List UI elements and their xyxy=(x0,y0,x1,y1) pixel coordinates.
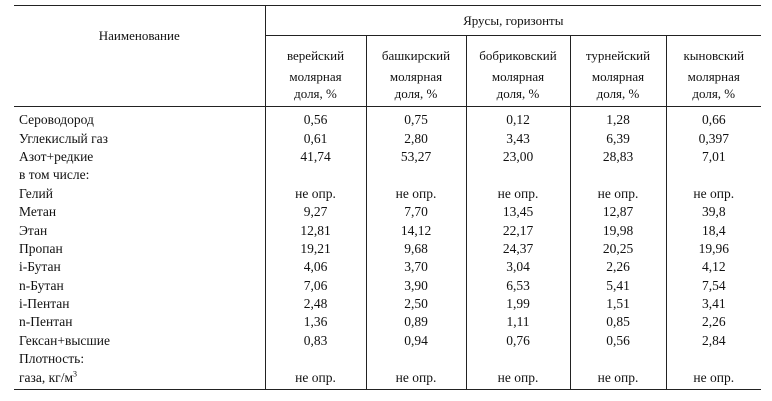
table-cell: 19,98 xyxy=(570,221,666,239)
horizon-kynovsky: кыновский xyxy=(666,36,761,67)
table-cell: не опр. xyxy=(466,368,570,389)
unit-line-1: молярная xyxy=(289,69,342,84)
table-cell: 4,12 xyxy=(701,259,726,275)
table-cell xyxy=(366,350,466,368)
table-cell: 0,12 xyxy=(466,107,570,130)
table-cell: 2,80 xyxy=(366,129,466,147)
table-cell: 0,66 xyxy=(701,112,726,128)
table-cell: не опр. xyxy=(265,185,366,203)
table-cell: 23,00 xyxy=(466,148,570,166)
table-row-density xyxy=(14,368,761,389)
horizon-bobrikovsky: бобриковский xyxy=(466,36,570,67)
row-name: Пропан xyxy=(14,240,265,258)
table-cell: 18,4 xyxy=(701,222,726,238)
table-cell: 4,06 xyxy=(265,258,366,276)
unit-line-2: доля, % xyxy=(692,86,736,101)
table-cell: 12,87 xyxy=(570,203,666,221)
table-cell: 1,99 xyxy=(466,295,570,313)
table-cell: 3,90 xyxy=(366,277,466,295)
table-cell: 3,70 xyxy=(366,258,466,276)
table-cell: 1,51 xyxy=(570,295,666,313)
table-row xyxy=(14,203,761,221)
density-unit-exponent: 3 xyxy=(73,369,77,379)
table-row xyxy=(14,107,761,130)
unit-line-1: молярная xyxy=(389,69,443,84)
gas-composition-table xyxy=(14,5,761,390)
row-name: Этан xyxy=(14,221,265,239)
row-name: i-Бутан xyxy=(14,258,265,276)
table-cell: не опр. xyxy=(466,185,570,203)
table-cell: не опр. xyxy=(570,185,666,203)
table-cell xyxy=(466,166,570,184)
unit-label xyxy=(570,66,666,107)
table-cell: 20,25 xyxy=(570,240,666,258)
unit-line-1: молярная xyxy=(687,69,740,84)
table-cell: 3,41 xyxy=(701,296,726,312)
table-row xyxy=(14,185,761,203)
table-cell: 3,43 xyxy=(466,129,570,147)
table-cell: 0,94 xyxy=(366,332,466,350)
row-name: Углекислый газ xyxy=(14,129,265,147)
table-cell: 0,397 xyxy=(698,130,729,146)
table-cell: 28,83 xyxy=(570,148,666,166)
table-cell: 7,01 xyxy=(701,148,726,164)
table-cell: 13,45 xyxy=(466,203,570,221)
table-cell: 0,85 xyxy=(570,313,666,331)
row-name: n-Пентан xyxy=(14,313,265,331)
table-cell: 1,36 xyxy=(265,313,366,331)
table-cell: 24,37 xyxy=(466,240,570,258)
row-name: Азот+редкие xyxy=(14,148,265,166)
unit-label xyxy=(366,66,466,107)
table-cell: 2,26 xyxy=(701,314,726,330)
unit-line-1: молярная xyxy=(491,69,545,84)
table-cell: 7,06 xyxy=(265,277,366,295)
table-body xyxy=(14,107,761,369)
table-cell xyxy=(570,166,666,184)
density-label: газа, кг/м xyxy=(19,369,73,385)
unit-line-1: молярная xyxy=(591,69,645,84)
table-cell: 53,27 xyxy=(366,148,466,166)
table-cell: 0,56 xyxy=(570,332,666,350)
table-cell: 39,8 xyxy=(701,204,726,220)
table-cell: 19,21 xyxy=(265,240,366,258)
table-cell: не опр. xyxy=(366,368,466,389)
unit-line-2: доля, % xyxy=(394,86,438,101)
table-cell: 0,89 xyxy=(366,313,466,331)
horizon-turneisky: турнейский xyxy=(570,36,666,67)
table-row xyxy=(14,277,761,295)
unit-line-2: доля, % xyxy=(596,86,640,101)
row-name-density xyxy=(14,368,265,389)
table-row xyxy=(14,350,761,368)
table-row xyxy=(14,332,761,350)
table-cell: 2,48 xyxy=(265,295,366,313)
table-cell: 9,27 xyxy=(265,203,366,221)
table-row xyxy=(14,258,761,276)
table-cell xyxy=(265,350,366,368)
table-cell xyxy=(666,166,761,184)
row-name: в том числе: xyxy=(14,166,265,184)
row-name: n-Бутан xyxy=(14,277,265,295)
table-cell: 7,70 xyxy=(366,203,466,221)
row-name: Гелий xyxy=(14,185,265,203)
unit-line-2: доля, % xyxy=(496,86,540,101)
header-name: Наименование xyxy=(14,6,265,67)
table-cell: не опр. xyxy=(265,368,366,389)
table-cell xyxy=(366,166,466,184)
table-cell: 1,28 xyxy=(570,107,666,130)
table-cell: 5,41 xyxy=(570,277,666,295)
header-group: Ярусы, горизонты xyxy=(265,6,761,36)
table-cell: 2,26 xyxy=(570,258,666,276)
table-cell: 0,83 xyxy=(265,332,366,350)
table-cell: 6,39 xyxy=(570,129,666,147)
table-cell: не опр. xyxy=(693,185,735,201)
table-cell: 7,54 xyxy=(701,277,726,293)
table-cell: 19,96 xyxy=(698,240,729,256)
table-cell: 41,74 xyxy=(265,148,366,166)
table-row xyxy=(14,240,761,258)
gas-composition-table-container xyxy=(14,5,761,390)
table-cell: 22,17 xyxy=(466,221,570,239)
table-cell: 0,61 xyxy=(265,129,366,147)
unit-line-2: доля, % xyxy=(294,86,337,101)
table-cell xyxy=(570,350,666,368)
table-row xyxy=(14,313,761,331)
table-cell: 12,81 xyxy=(265,221,366,239)
table-cell: 6,53 xyxy=(466,277,570,295)
row-name: Плотность: xyxy=(14,350,265,368)
unit-label xyxy=(265,66,366,107)
row-name: Гексан+высшие xyxy=(14,332,265,350)
row-name: Сероводород xyxy=(14,107,265,130)
header-name-spacer xyxy=(14,66,265,107)
table-row xyxy=(14,148,761,166)
table-row xyxy=(14,295,761,313)
row-name: i-Пентан xyxy=(14,295,265,313)
table-cell: 2,50 xyxy=(366,295,466,313)
table-cell: 0,76 xyxy=(466,332,570,350)
table-cell: 2,84 xyxy=(701,332,726,348)
table-cell: не опр. xyxy=(366,185,466,203)
table-row xyxy=(14,129,761,147)
table-row xyxy=(14,221,761,239)
table-cell: 0,75 xyxy=(366,107,466,130)
unit-label xyxy=(666,66,761,107)
table-cell: не опр. xyxy=(570,368,666,389)
horizon-vereisky: верейский xyxy=(265,36,366,67)
row-name: Метан xyxy=(14,203,265,221)
table-cell: не опр. xyxy=(666,368,761,389)
table-cell: 14,12 xyxy=(366,221,466,239)
table-cell: 0,56 xyxy=(265,107,366,130)
table-cell: 3,04 xyxy=(466,258,570,276)
table-cell xyxy=(666,350,761,368)
table-cell: 9,68 xyxy=(366,240,466,258)
unit-label xyxy=(466,66,570,107)
table-row xyxy=(14,166,761,184)
table-cell xyxy=(466,350,570,368)
table-cell: 1,11 xyxy=(466,313,570,331)
table-cell xyxy=(265,166,366,184)
horizon-bashkirsky: башкирский xyxy=(366,36,466,67)
